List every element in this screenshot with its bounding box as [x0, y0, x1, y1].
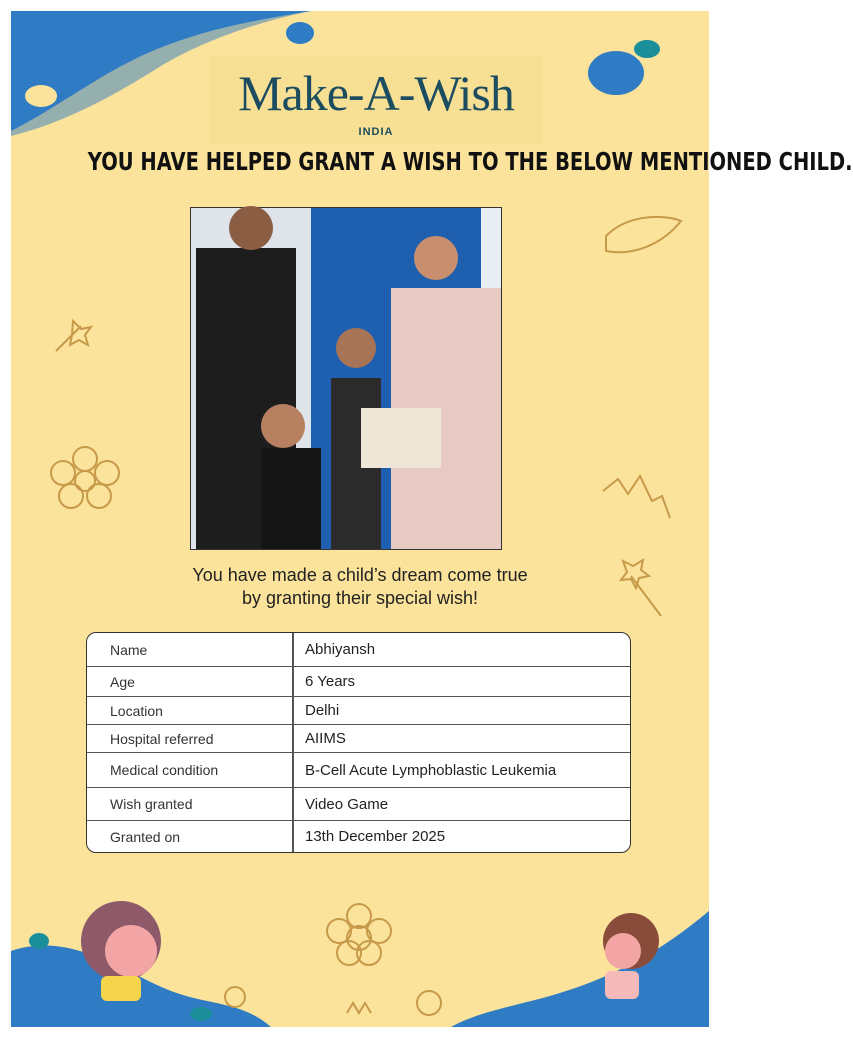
- row-label: Granted on: [87, 821, 294, 852]
- row-label: Name: [87, 633, 294, 666]
- row-label: Age: [87, 667, 294, 696]
- row-label: Wish granted: [87, 788, 294, 820]
- row-value: 13th December 2025: [305, 828, 446, 845]
- make-a-wish-logo: [209, 56, 543, 144]
- table-row: [87, 787, 630, 820]
- row-label: Hospital referred: [87, 725, 294, 752]
- table-row: [87, 752, 630, 787]
- table-row: [87, 696, 630, 724]
- row-value: Delhi: [305, 702, 340, 719]
- table-row: [87, 820, 630, 852]
- wish-photo: [190, 207, 502, 550]
- table-row: [87, 666, 630, 696]
- certificate: [11, 11, 853, 1027]
- logo-text: Make-A-Wish: [238, 65, 514, 121]
- caption-line-2: by granting their special wish!: [241, 588, 479, 608]
- table-row: [87, 724, 630, 752]
- row-label: Location: [87, 697, 294, 724]
- row-value: B-Cell Acute Lymphoblastic Leukemia: [305, 761, 557, 779]
- row-value: Video Game: [305, 795, 389, 813]
- headline: YOU HAVE HELPED GRANT A WISH TO THE BELOW MENTIONED CHILD.: [87, 147, 853, 176]
- row-label: Medical condition: [87, 753, 294, 787]
- row-value: Abhiyansh: [305, 641, 376, 658]
- child-details-table: [86, 632, 631, 853]
- row-value: 6 Years: [305, 673, 356, 690]
- bottom-wave-decoration: [11, 891, 709, 1027]
- table-row: [87, 633, 630, 666]
- row-value: AIIMS: [305, 730, 346, 747]
- logo-subtext: INDIA: [358, 126, 394, 138]
- caption-line-1: You have made a child’s dream come true: [192, 565, 528, 585]
- photo-illustration: [191, 208, 501, 549]
- caption: [11, 564, 709, 610]
